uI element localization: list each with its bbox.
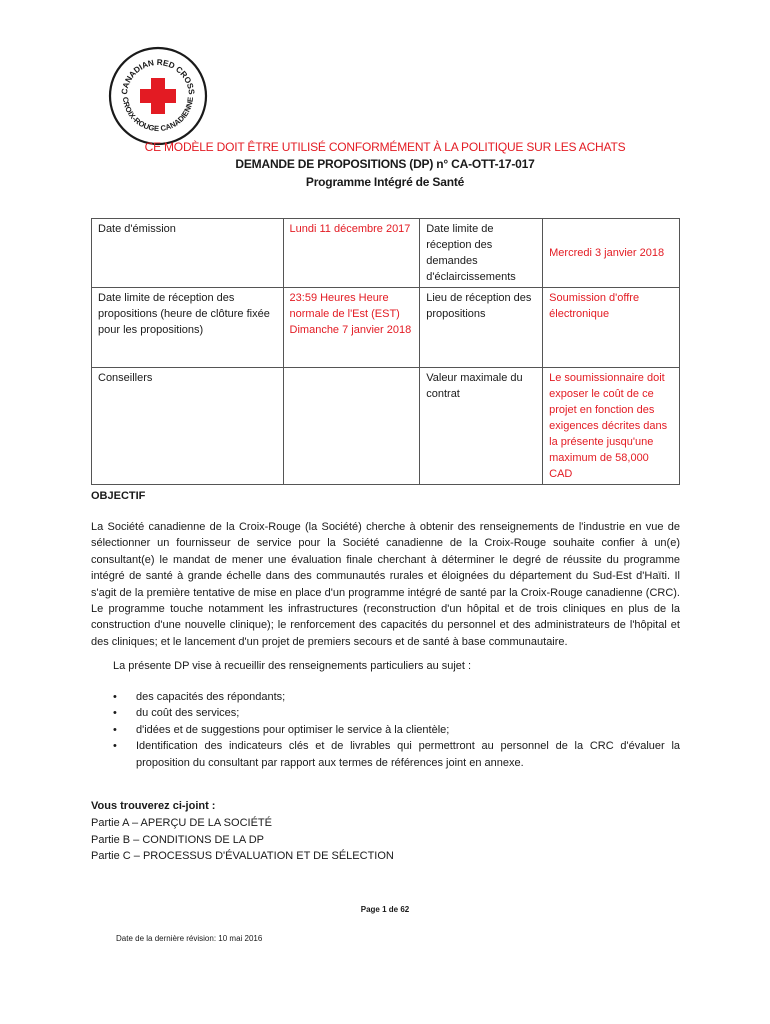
attachment-item: Partie A – APERÇU DE LA SOCIÉTÉ: [91, 817, 272, 829]
attachment-item: Partie B – CONDITIONS DE LA DP: [91, 834, 264, 846]
bullet-icon: •: [113, 707, 117, 720]
table-row: [92, 288, 680, 368]
table-cell-label: Conseillers: [92, 368, 284, 485]
table-cell-label: Date limite de réception des propositions (heure de clôture fixée pour les propositions): [92, 288, 284, 368]
bullet-icon: •: [113, 723, 117, 736]
document-title: DEMANDE DE PROPOSITIONS (DP) n° CA-OTT-17-017: [235, 157, 535, 171]
objective-heading: OBJECTIF: [91, 490, 146, 502]
attachment-item: Partie C – PROCESSUS D'ÉVALUATION ET DE SÉLECTION: [91, 850, 394, 862]
list-item: • Identification des indicateurs clés et de livrables qui permettront au personnel de la CRC d'évaluer la proposition du consultant par rapport aux termes de références joint en annexe.: [113, 740, 680, 769]
table-row: [92, 368, 680, 485]
objective-intro: La présente DP vise à recueillir des renseignements particuliers au sujet :: [113, 660, 472, 672]
logo-top-text: CANADIAN RED CROSS: [119, 57, 197, 96]
table-cell-label: Date limite de réception des demandes d'éclaircissements: [420, 219, 543, 288]
procurement-notice: CE MODÈLE DOIT ÊTRE UTILISÉ CONFORMÉMENT À LA POLITIQUE SUR LES ACHATS: [144, 140, 626, 154]
objective-paragraph: La Société canadienne de la Croix-Rouge (la Société) cherche à obtenir des renseignements de l'industrie en vue de sélectionner un fournisseur de service pour la Société canadienne de la Croix-Rouge souhaite confier à un(e) consultant(e) le mandat de mener une évaluation finale cherchant à déterminer le degré de réussite du programme intégré de santé à grande échelle dans des communautés rurales et éloignées du département du Sud-Est d'Haïti. Il s'agit de la première tentative de mise en place d'un programme intégré de santé par la Croix-Rouge canadienne (CRC). Le programme touche notamment les infrastructures (reconstruction d'un hôpital et de trois cliniques en plus de la construction d'une nouvelle clinique); le renforcement des capacités du personnel et des administrateurs de l'hôpital et des cliniques; et le lancement d'un projet de premiers secours et de santé à base communautaire.: [91, 521, 680, 648]
logo-bottom-text: CROIX-ROUGE CANADIENNE: [120, 96, 196, 134]
page-number: Page 1 de 62: [360, 905, 410, 914]
red-cross-logo: [108, 46, 208, 146]
table-cell-value: Mercredi 3 janvier 2018: [543, 219, 680, 288]
list-item: • des capacités des répondants;: [91, 689, 680, 705]
rfp-info-table: [91, 218, 680, 485]
attachments-heading: Vous trouverez ci-joint :: [91, 800, 216, 812]
list-item: • d'idées et de suggestions pour optimiser le service à la clientèle;: [91, 722, 680, 738]
bullet-icon: •: [113, 740, 117, 753]
list-item: • du coût des services;: [91, 705, 680, 721]
table-cell-label: Date d'émission: [92, 219, 284, 288]
revision-date: Date de la dernière révision: 10 mai 2016: [116, 934, 263, 943]
objective-bullet-list: [91, 689, 680, 771]
table-cell-value: Le soumissionnaire doit exposer le coût de ce projet en fonction des exigences décrites dans la présente jusqu'une maximum de 58,000 CAD: [543, 368, 680, 485]
bullet-icon: •: [113, 691, 117, 703]
table-cell-label: Valeur maximale du contrat: [420, 368, 543, 485]
table-row: [92, 219, 680, 288]
table-cell-value: 23:59 Heures Heure normale de l'Est (EST) Dimanche 7 janvier 2018: [283, 288, 420, 368]
table-cell-value: Soumission d'offre électronique: [543, 288, 680, 368]
table-cell-label: Lieu de réception des propositions: [420, 288, 543, 368]
table-cell-value: Lundi 11 décembre 2017: [283, 219, 420, 288]
document-subtitle: Programme Intégré de Santé: [305, 175, 465, 189]
table-cell-value: [283, 368, 420, 485]
